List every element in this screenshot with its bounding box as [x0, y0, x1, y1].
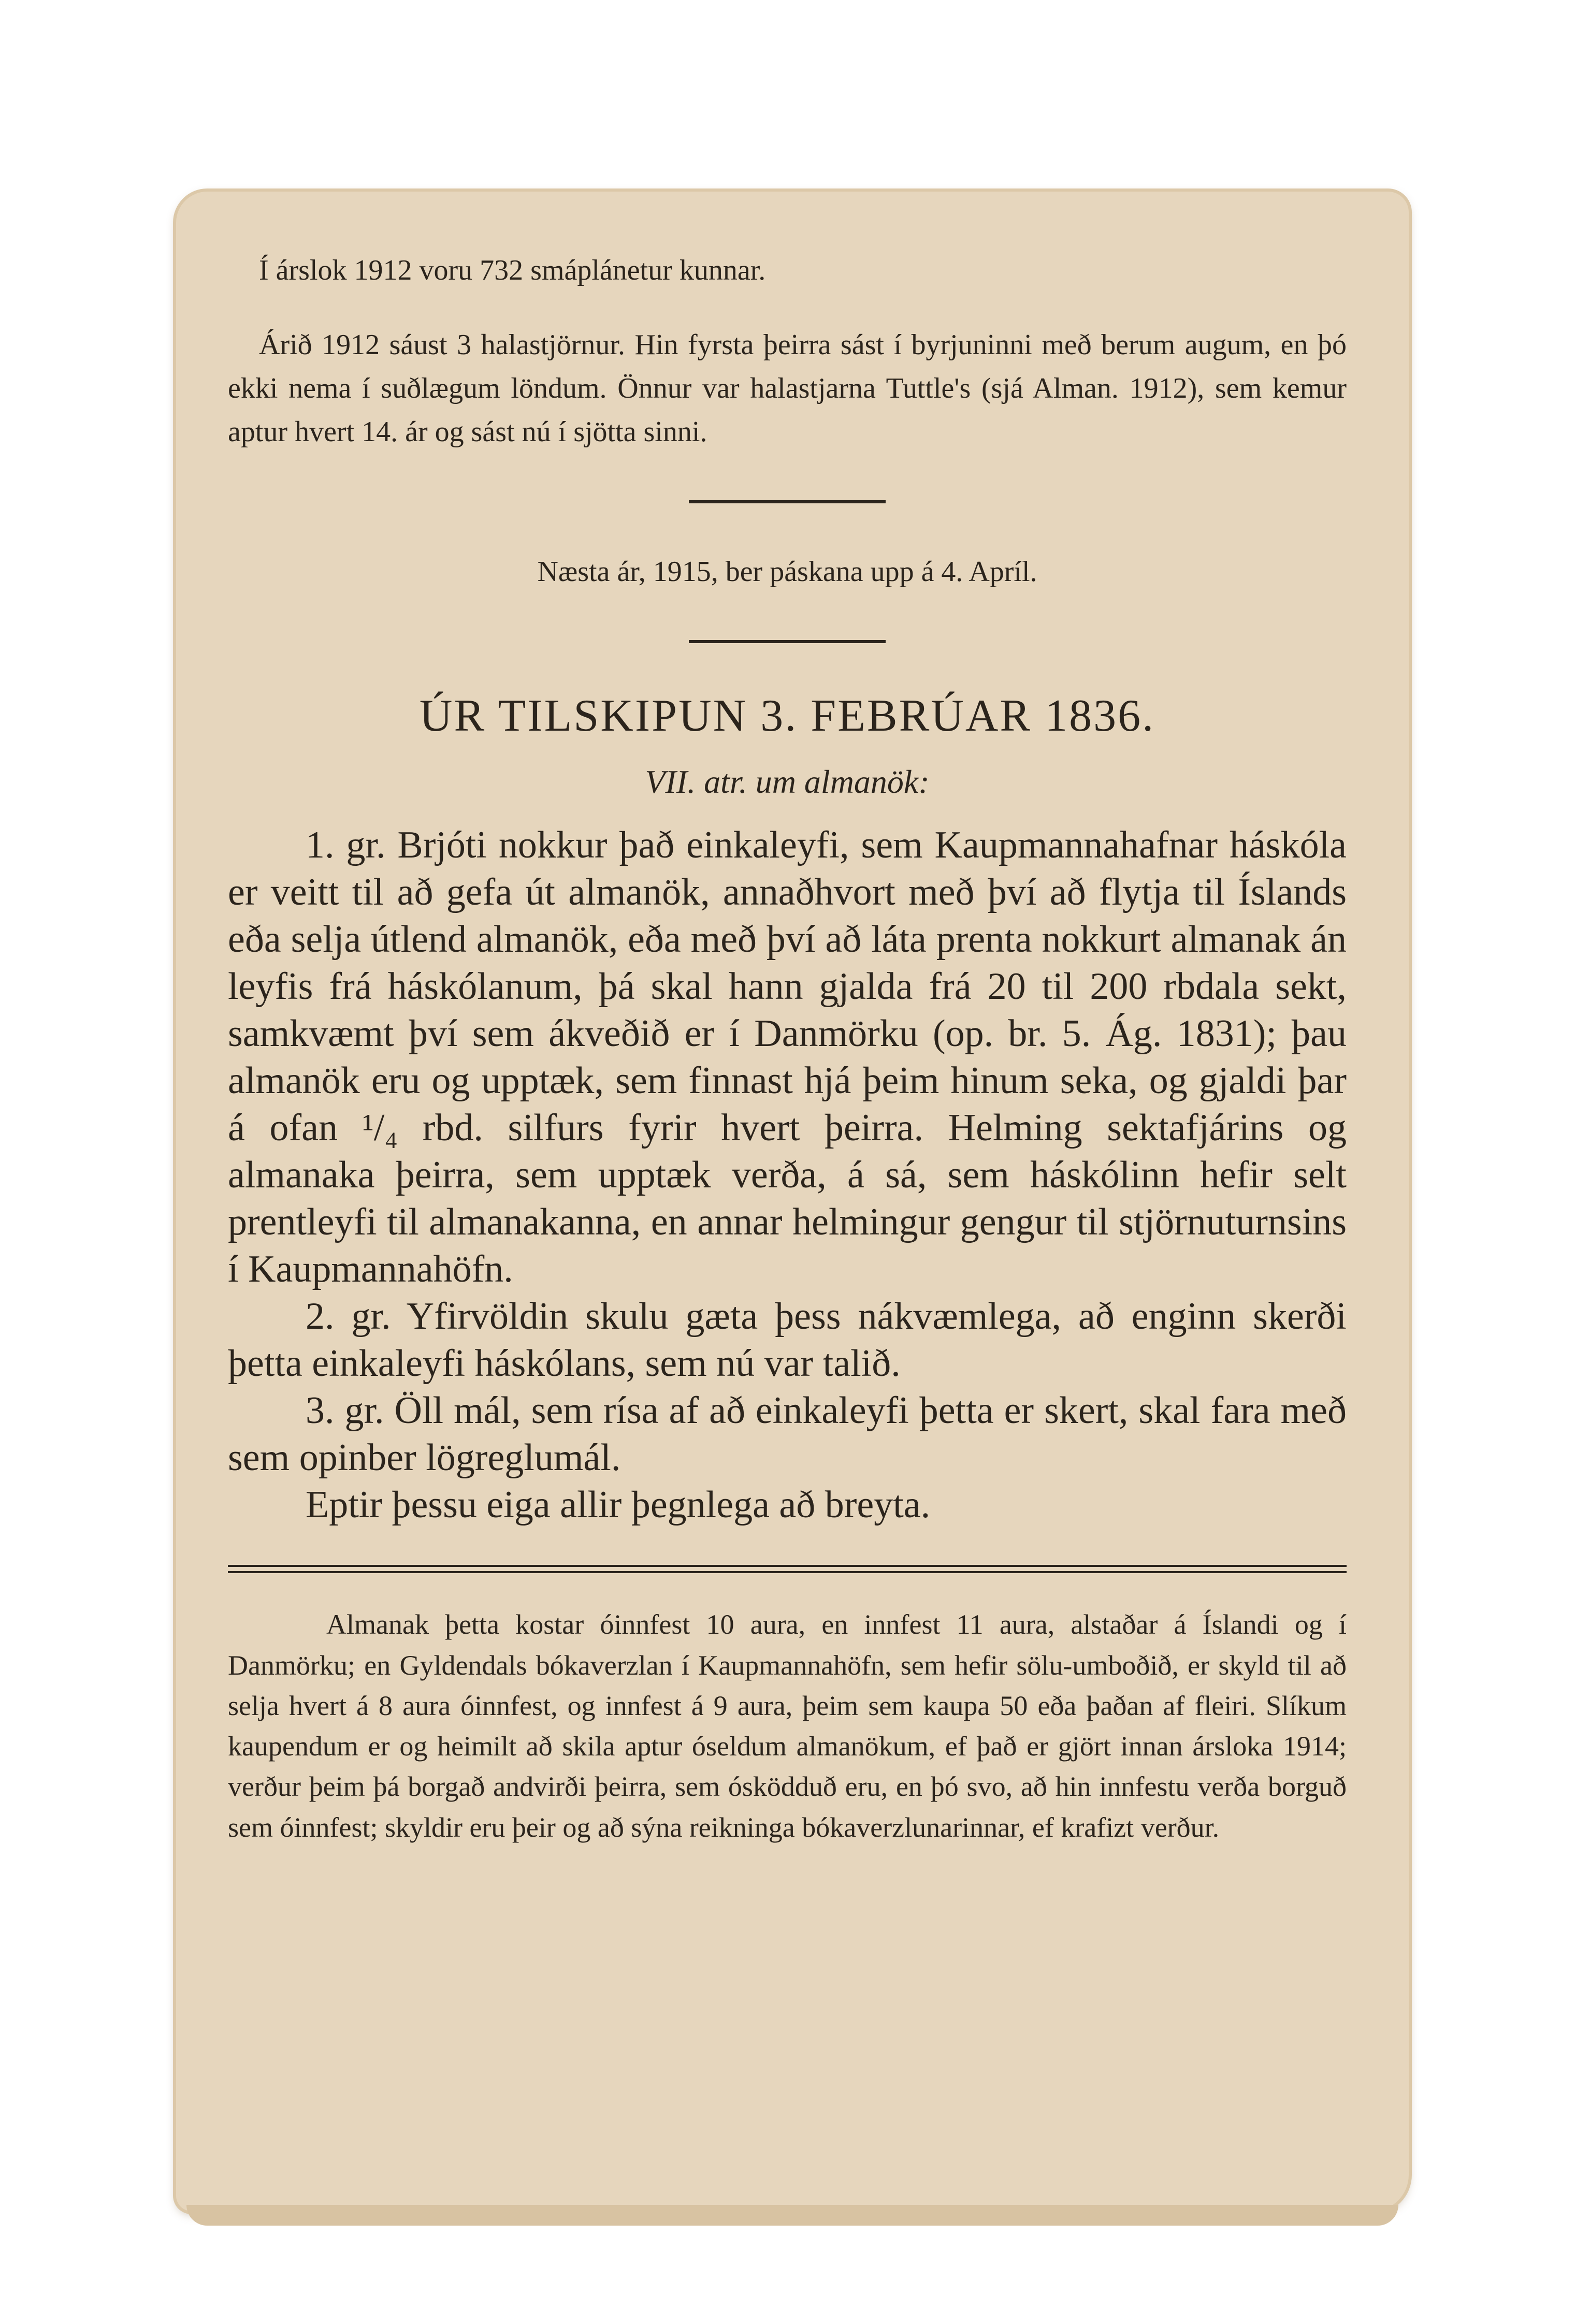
- decree-article-3: 3. gr. Öll mál, sem rísa af að einkaleyfi þetta er skert, skal fara með sem opinber lögreglumál.: [228, 1389, 1347, 1479]
- decree-closing: Eptir þessu eiga allir þegnlega að breyta.: [306, 1484, 931, 1527]
- page-edge: [186, 2205, 1398, 2226]
- decree-article-2: 2. gr. Yfirvöldin skulu gæta þess nákvæmlega, að enginn skerði þetta einkaleyfi háskólans, sem nú var talið.: [228, 1295, 1347, 1385]
- double-rule: [228, 1565, 1347, 1573]
- decree-article-1: 1. gr. Brjóti nokkur það einkaleyfi, sem Kaupmannahafnar háskóla er veitt til að gefa út almanök, annaðhvort með því að flytja til Íslands eða selja útlend almanök, eða með því að láta prenta nokkurt almanak án leyfis frá háskólanum, þá skal hann gjalda frá 20 til 200 rbdala sekt, samkvæmt því sem ákveðið er í Danmörku (op. br. 5. Ág. 1831); þau almanök eru og upptæk, sem finnast hjá þeim hinum seka, og gjaldi þar á ofan ¹/₄ rbd. silfurs fyrir hvert þeirra. Helming sektafjárins og almanaka þeirra, sem upptæk verða, á sá, sem háskólinn hefir selt prentleyfi til almanakanna, en annar helmingur gengur til stjörnuturnsins í Kaupmannahöfn.: [228, 824, 1347, 1291]
- divider-rule: [689, 500, 886, 503]
- price-notice: Almanak þetta kostar óinnfest 10 aura, en innfest 11 aura, alstaðar á Íslandi og í Danmörku; en Gyldendals bókaverzlan í Kaupmannahöfn, sem hefir sölu-umboðið, er skyld til að selja hvert á 8 aura óinnfest, og innfest á 9 aura, þeim sem kaupa 50 eða þaðan af fleiri. Slíkum kaupendum er og heimilt að skila aptur óseldum almanökum, ef það er gjört innan ársloka 1914; verður þeim þá borgað andvirði þeirra, sem ósködduð eru, en þó svo, að hin innfestu verða borguð sem óinnfest; skyldir eru þeir og að sýna reikninga bókaverzlunarinnar, ef krafizt verður.: [228, 1609, 1347, 1843]
- easter-note: Næsta ár, 1915, ber páskana upp á 4. Apríl.: [537, 556, 1037, 588]
- decree-text: [228, 822, 1347, 1529]
- comets-paragraph: Árið 1912 sáust 3 halastjörnur. Hin fyrsta þeirra sást í byrjuninni með berum augum, en þó ekki nema í suðlægum löndum. Önnur var halastjarna Tuttle's (sjá Alman. 1912), sem kemur aptur hvert 14. ár og sást nú í sjötta sinni.: [228, 329, 1347, 448]
- minor-planets-line: Í árslok 1912 voru 732 smáplánetur kunnar.: [259, 254, 766, 286]
- divider-rule: [689, 640, 886, 643]
- decree-heading: ÚR TILSKIPUN 3. FEBRÚAR 1836.: [419, 691, 1155, 741]
- almanac-page: [176, 192, 1409, 2211]
- page-content: [228, 243, 1347, 2128]
- decree-subheading: VII. atr. um almanök:: [645, 763, 930, 800]
